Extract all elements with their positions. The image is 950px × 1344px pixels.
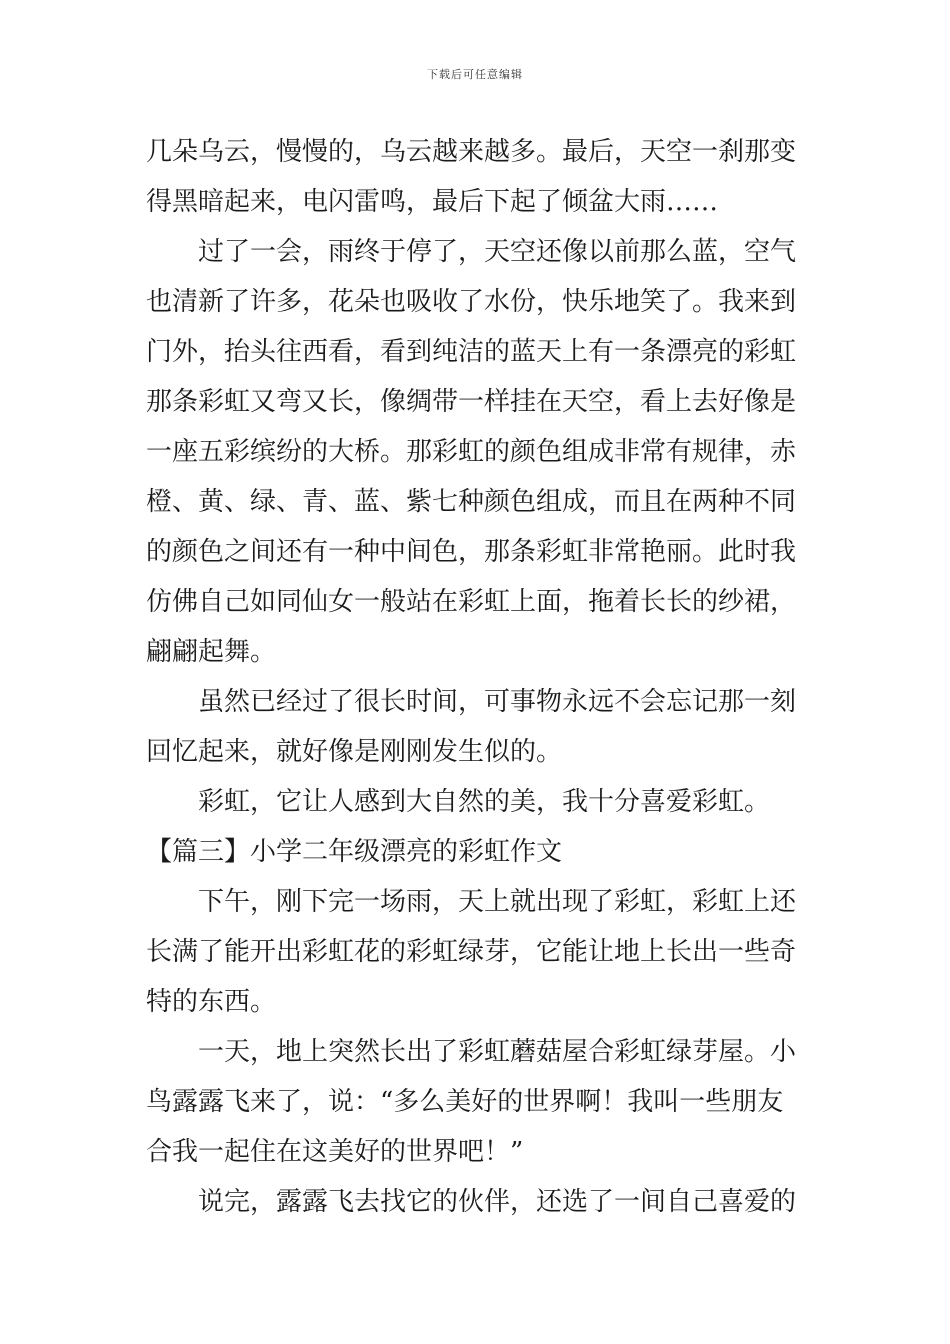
text-line: 橙、黄、绿、青、蓝、紫七种颜色组成，而且在两种不同 — [146, 487, 797, 517]
page-header: 下载后可任意编辑 — [427, 68, 523, 81]
text-line: 的颜色之间还有一种中间色，那条彩虹非常艳丽。此时我 — [146, 537, 797, 567]
section-heading: 【篇三】小学二年级漂亮的彩虹作文 — [146, 837, 563, 867]
text-line: 那条彩虹又弯又长，像绸带一样挂在天空，看上去好像是 — [146, 387, 797, 417]
text-line: 长满了能开出彩虹花的彩虹绿芽，它能让地上长出一些奇 — [146, 937, 797, 967]
paragraph-start-line: 一天，地上突然长出了彩虹蘑菇屋合彩虹绿芽屋。小 — [198, 1037, 797, 1067]
text-line: 鸟露露飞来了，说：“多么美好的世界啊！我叫一些朋友 — [146, 1087, 784, 1117]
text-line: 翩翩起舞。 — [146, 637, 277, 667]
text-line: 特的东西。 — [146, 987, 277, 1017]
paragraph-start-line: 彩虹，它让人感到大自然的美，我十分喜爱彩虹。 — [198, 787, 771, 817]
text-line: 回忆起来，就好像是刚刚发生似的。 — [146, 737, 563, 767]
paragraph-start-line: 说完，露露飞去找它的伙伴，还选了一间自己喜爱的 — [198, 1187, 797, 1217]
document-body — [146, 127, 810, 1227]
text-line: 合我一起住在这美好的世界吧！” — [146, 1137, 524, 1167]
paragraph-start-line: 过了一会，雨终于停了，天空还像以前那么蓝，空气 — [198, 237, 797, 267]
text-line: 一座五彩缤纷的大桥。那彩虹的颜色组成非常有规律，赤 — [146, 437, 797, 467]
paragraph-start-line: 虽然已经过了很长时间，可事物永远不会忘记那一刻 — [198, 687, 797, 717]
text-line: 几朵乌云，慢慢的，乌云越来越多。最后，天空一刹那变 — [146, 137, 797, 167]
text-line: 门外，抬头往西看，看到纯洁的蓝天上有一条漂亮的彩虹 — [146, 337, 797, 367]
text-line: 仿佛自己如同仙女一般站在彩虹上面，拖着长长的纱裙， — [146, 587, 797, 617]
text-line: 也清新了许多，花朵也吸收了水份，快乐地笑了。我来到 — [146, 287, 797, 317]
text-line: 得黑暗起来，电闪雷鸣，最后下起了倾盆大雨…… — [146, 187, 719, 217]
paragraph-start-line: 下午，刚下完一场雨，天上就出现了彩虹，彩虹上还 — [198, 887, 797, 917]
